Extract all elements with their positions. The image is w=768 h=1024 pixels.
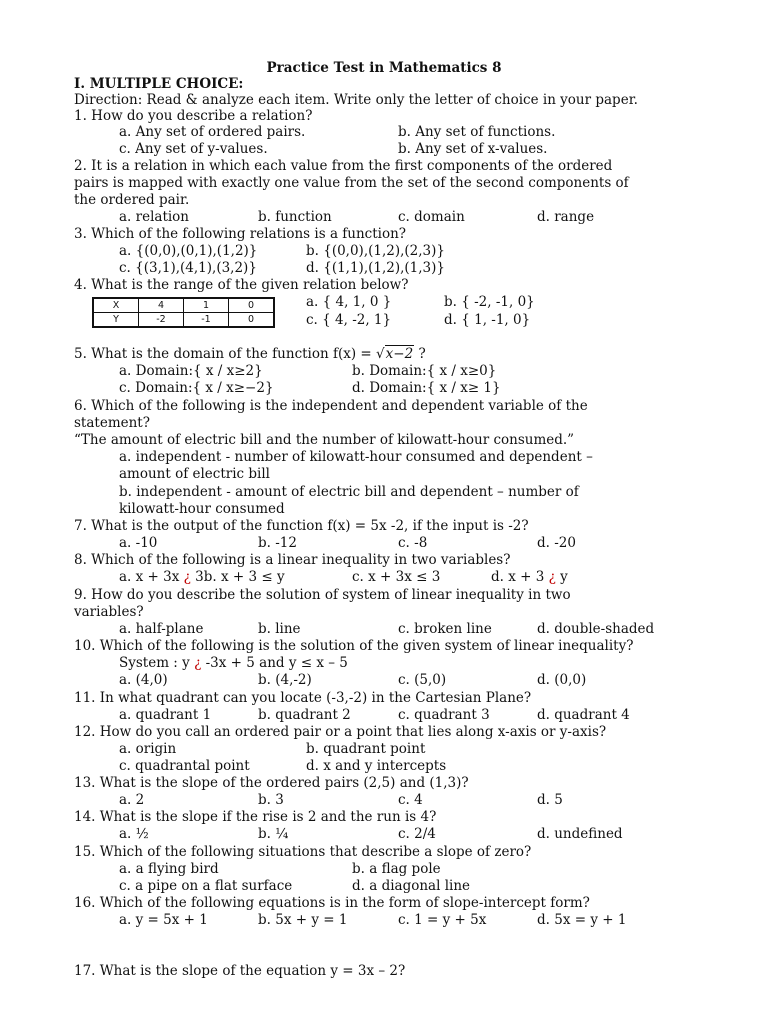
q6-option-b: b. independent - amount of electric bill and dependent – number of bbox=[119, 484, 579, 500]
q4-option-d: d. { 1, -1, 0} bbox=[444, 312, 531, 328]
q11-option-c: c. quadrant 3 bbox=[398, 707, 490, 723]
q5-option-d: d. Domain:{ x / x≥ 1} bbox=[352, 380, 501, 396]
q1-option-a: a. Any set of ordered pairs. bbox=[119, 124, 306, 140]
q8-glyph: ¿ bbox=[548, 569, 556, 585]
q10-option-b: b. (4,-2) bbox=[258, 672, 312, 688]
q7-option-a: a. -10 bbox=[119, 535, 158, 551]
q8-option-a-text: a. x + 3x bbox=[119, 569, 184, 585]
q9-option-d: d. double-shaded bbox=[537, 621, 655, 637]
q8-glyph: ¿ bbox=[183, 569, 191, 585]
q7-option-c: c. -8 bbox=[398, 535, 428, 551]
question-10: 10. Which of the following is the solution of the given system of linear inequality? bbox=[74, 638, 634, 654]
q3-option-a: a. {(0,0),(0,1),(1,2)} bbox=[119, 243, 258, 259]
q10-system bbox=[119, 655, 348, 672]
q6-statement: “The amount of electric bill and the number of kilowatt-hour consumed.” bbox=[74, 432, 575, 448]
q1-option-d: b. Any set of x-values. bbox=[398, 141, 548, 157]
q5-stem-end: ? bbox=[414, 346, 426, 362]
q12-option-d: d. x and y intercepts bbox=[306, 758, 447, 774]
q14-option-c: c. 2/4 bbox=[398, 826, 436, 842]
q14-option-a: a. ½ bbox=[119, 826, 149, 842]
q8-option-d bbox=[491, 569, 568, 586]
question-9-line-1: 9. How do you describe the solution of system of linear inequality in two bbox=[74, 587, 571, 603]
q9-option-c: c. broken line bbox=[398, 621, 492, 637]
q16-option-b: b. 5x + y = 1 bbox=[258, 912, 348, 928]
q10-system-pre: System : y bbox=[119, 655, 195, 671]
q5-option-c: c. Domain:{ x / x≥−2} bbox=[119, 380, 274, 396]
table-row bbox=[93, 298, 274, 313]
question-6-line-2: statement? bbox=[74, 415, 150, 431]
table-cell: -2 bbox=[139, 313, 184, 328]
q16-option-a: a. y = 5x + 1 bbox=[119, 912, 208, 928]
q2-option-a: a. relation bbox=[119, 209, 190, 225]
q5-option-a: a. Domain:{ x / x≥2} bbox=[119, 363, 263, 379]
table-cell: 1 bbox=[184, 298, 229, 313]
q3-option-d: d. {(1,1),(1,2),(1,3)} bbox=[306, 260, 445, 276]
q12-option-a: a. origin bbox=[119, 741, 177, 757]
q15-option-b: b. a flag pole bbox=[352, 861, 441, 877]
q5-stem: 5. What is the domain of the function f(x) = bbox=[74, 346, 377, 362]
table-row bbox=[93, 313, 274, 328]
relation-table bbox=[92, 297, 275, 328]
q3-option-b: b. {(0,0),(1,2),(2,3)} bbox=[306, 243, 445, 259]
table-cell: -1 bbox=[184, 313, 229, 328]
q6-option-a: a. independent - number of kilowatt-hour consumed and dependent – bbox=[119, 449, 593, 465]
question-13: 13. What is the slope of the ordered pairs (2,5) and (1,3)? bbox=[74, 775, 469, 791]
q8-option-d-pre: d. x + 3 bbox=[491, 569, 549, 585]
direction-text: Direction: Read & analyze each item. Write only the letter of choice in your paper. bbox=[74, 92, 638, 108]
question-4: 4. What is the range of the given relation below? bbox=[74, 277, 409, 293]
question-3: 3. Which of the following relations is a function? bbox=[74, 226, 407, 242]
q8-option-c: c. x + 3x ≤ 3 bbox=[352, 569, 441, 585]
document-title: Practice Test in Mathematics 8 bbox=[266, 60, 502, 76]
q13-option-b: b. 3 bbox=[258, 792, 284, 808]
q6-option-a-cont: amount of electric bill bbox=[119, 466, 270, 482]
question-8: 8. Which of the following is a linear inequality in two variables? bbox=[74, 552, 511, 568]
section-heading: I. MULTIPLE CHOICE: bbox=[74, 76, 244, 92]
q11-option-a: a. quadrant 1 bbox=[119, 707, 212, 723]
q10-system-post: -3x + 5 and y ≤ x – 5 bbox=[201, 655, 348, 671]
q15-option-c: c. a pipe on a flat surface bbox=[119, 878, 293, 894]
question-14: 14. What is the slope if the rise is 2 and the run is 4? bbox=[74, 809, 437, 825]
table-cell: 0 bbox=[229, 313, 275, 328]
question-11: 11. In what quadrant can you locate (-3,-2) in the Cartesian Plane? bbox=[74, 690, 532, 706]
table-cell: 0 bbox=[229, 298, 275, 313]
q12-option-b: b. quadrant point bbox=[306, 741, 426, 757]
q10-glyph: ¿ bbox=[194, 655, 202, 671]
q3-option-c: c. {(3,1),(4,1),(3,2)} bbox=[119, 260, 257, 276]
question-7: 7. What is the output of the function f(x) = 5x -2, if the input is -2? bbox=[74, 518, 529, 534]
q11-option-d: d. quadrant 4 bbox=[537, 707, 630, 723]
question-15: 15. Which of the following situations that describe a slope of zero? bbox=[74, 844, 532, 860]
question-16: 16. Which of the following equations is in the form of slope-intercept form? bbox=[74, 895, 590, 911]
square-root: √x−2 bbox=[376, 346, 414, 362]
q2-option-c: c. domain bbox=[398, 209, 465, 225]
question-6-line-1: 6. Which of the following is the independent and dependent variable of the bbox=[74, 398, 588, 414]
q9-option-b: b. line bbox=[258, 621, 301, 637]
q13-option-a: a. 2 bbox=[119, 792, 145, 808]
q5-option-b: b. Domain:{ x / x≥0} bbox=[352, 363, 497, 379]
q10-option-a: a. (4,0) bbox=[119, 672, 168, 688]
q4-option-a: a. { 4, 1, 0 } bbox=[306, 294, 392, 310]
q5-radicand: x−2 bbox=[385, 346, 414, 362]
question-1: 1. How do you describe a relation? bbox=[74, 108, 313, 124]
q12-option-c: c. quadrantal point bbox=[119, 758, 250, 774]
q4-option-c: c. { 4, -2, 1} bbox=[306, 312, 392, 328]
q1-option-b: b. Any set of functions. bbox=[398, 124, 556, 140]
question-2-line-3: the ordered pair. bbox=[74, 192, 190, 208]
q16-option-d: d. 5x = y + 1 bbox=[537, 912, 627, 928]
q9-option-a: a. half-plane bbox=[119, 621, 204, 637]
q11-option-b: b. quadrant 2 bbox=[258, 707, 351, 723]
q1-option-c: c. Any set of y-values. bbox=[119, 141, 268, 157]
q10-option-d: d. (0,0) bbox=[537, 672, 587, 688]
q7-option-d: d. -20 bbox=[537, 535, 576, 551]
q13-option-d: d. 5 bbox=[537, 792, 563, 808]
question-17: 17. What is the slope of the equation y = 3x – 2? bbox=[74, 963, 406, 979]
table-cell: X bbox=[93, 298, 139, 313]
table-cell: Y bbox=[93, 313, 139, 328]
q2-option-b: b. function bbox=[258, 209, 332, 225]
q10-option-c: c. (5,0) bbox=[398, 672, 447, 688]
question-2-line-1: 2. It is a relation in which each value from the first components of the ordered bbox=[74, 158, 613, 174]
q7-option-b: b. -12 bbox=[258, 535, 297, 551]
q16-option-c: c. 1 = y + 5x bbox=[398, 912, 487, 928]
table-cell: 4 bbox=[139, 298, 184, 313]
q14-option-b: b. ¼ bbox=[258, 826, 289, 842]
q8-option-d-post: y bbox=[555, 569, 568, 585]
question-2-line-2: pairs is mapped with exactly one value from the set of the second components of bbox=[74, 175, 629, 191]
q8-option-b-text: 3b. x + 3 ≤ y bbox=[190, 569, 285, 585]
q8-option-ab bbox=[119, 569, 285, 586]
q2-option-d: d. range bbox=[537, 209, 595, 225]
question-9-line-2: variables? bbox=[74, 604, 144, 620]
q14-option-d: d. undefined bbox=[537, 826, 623, 842]
question-12: 12. How do you call an ordered pair or a point that lies along x-axis or y-axis? bbox=[74, 724, 607, 740]
q4-option-b: b. { -2, -1, 0} bbox=[444, 294, 535, 310]
q15-option-a: a. a flying bird bbox=[119, 861, 219, 877]
question-5 bbox=[74, 346, 426, 363]
q15-option-d: d. a diagonal line bbox=[352, 878, 471, 894]
q6-option-b-cont: kilowatt-hour consumed bbox=[119, 501, 285, 517]
q13-option-c: c. 4 bbox=[398, 792, 423, 808]
